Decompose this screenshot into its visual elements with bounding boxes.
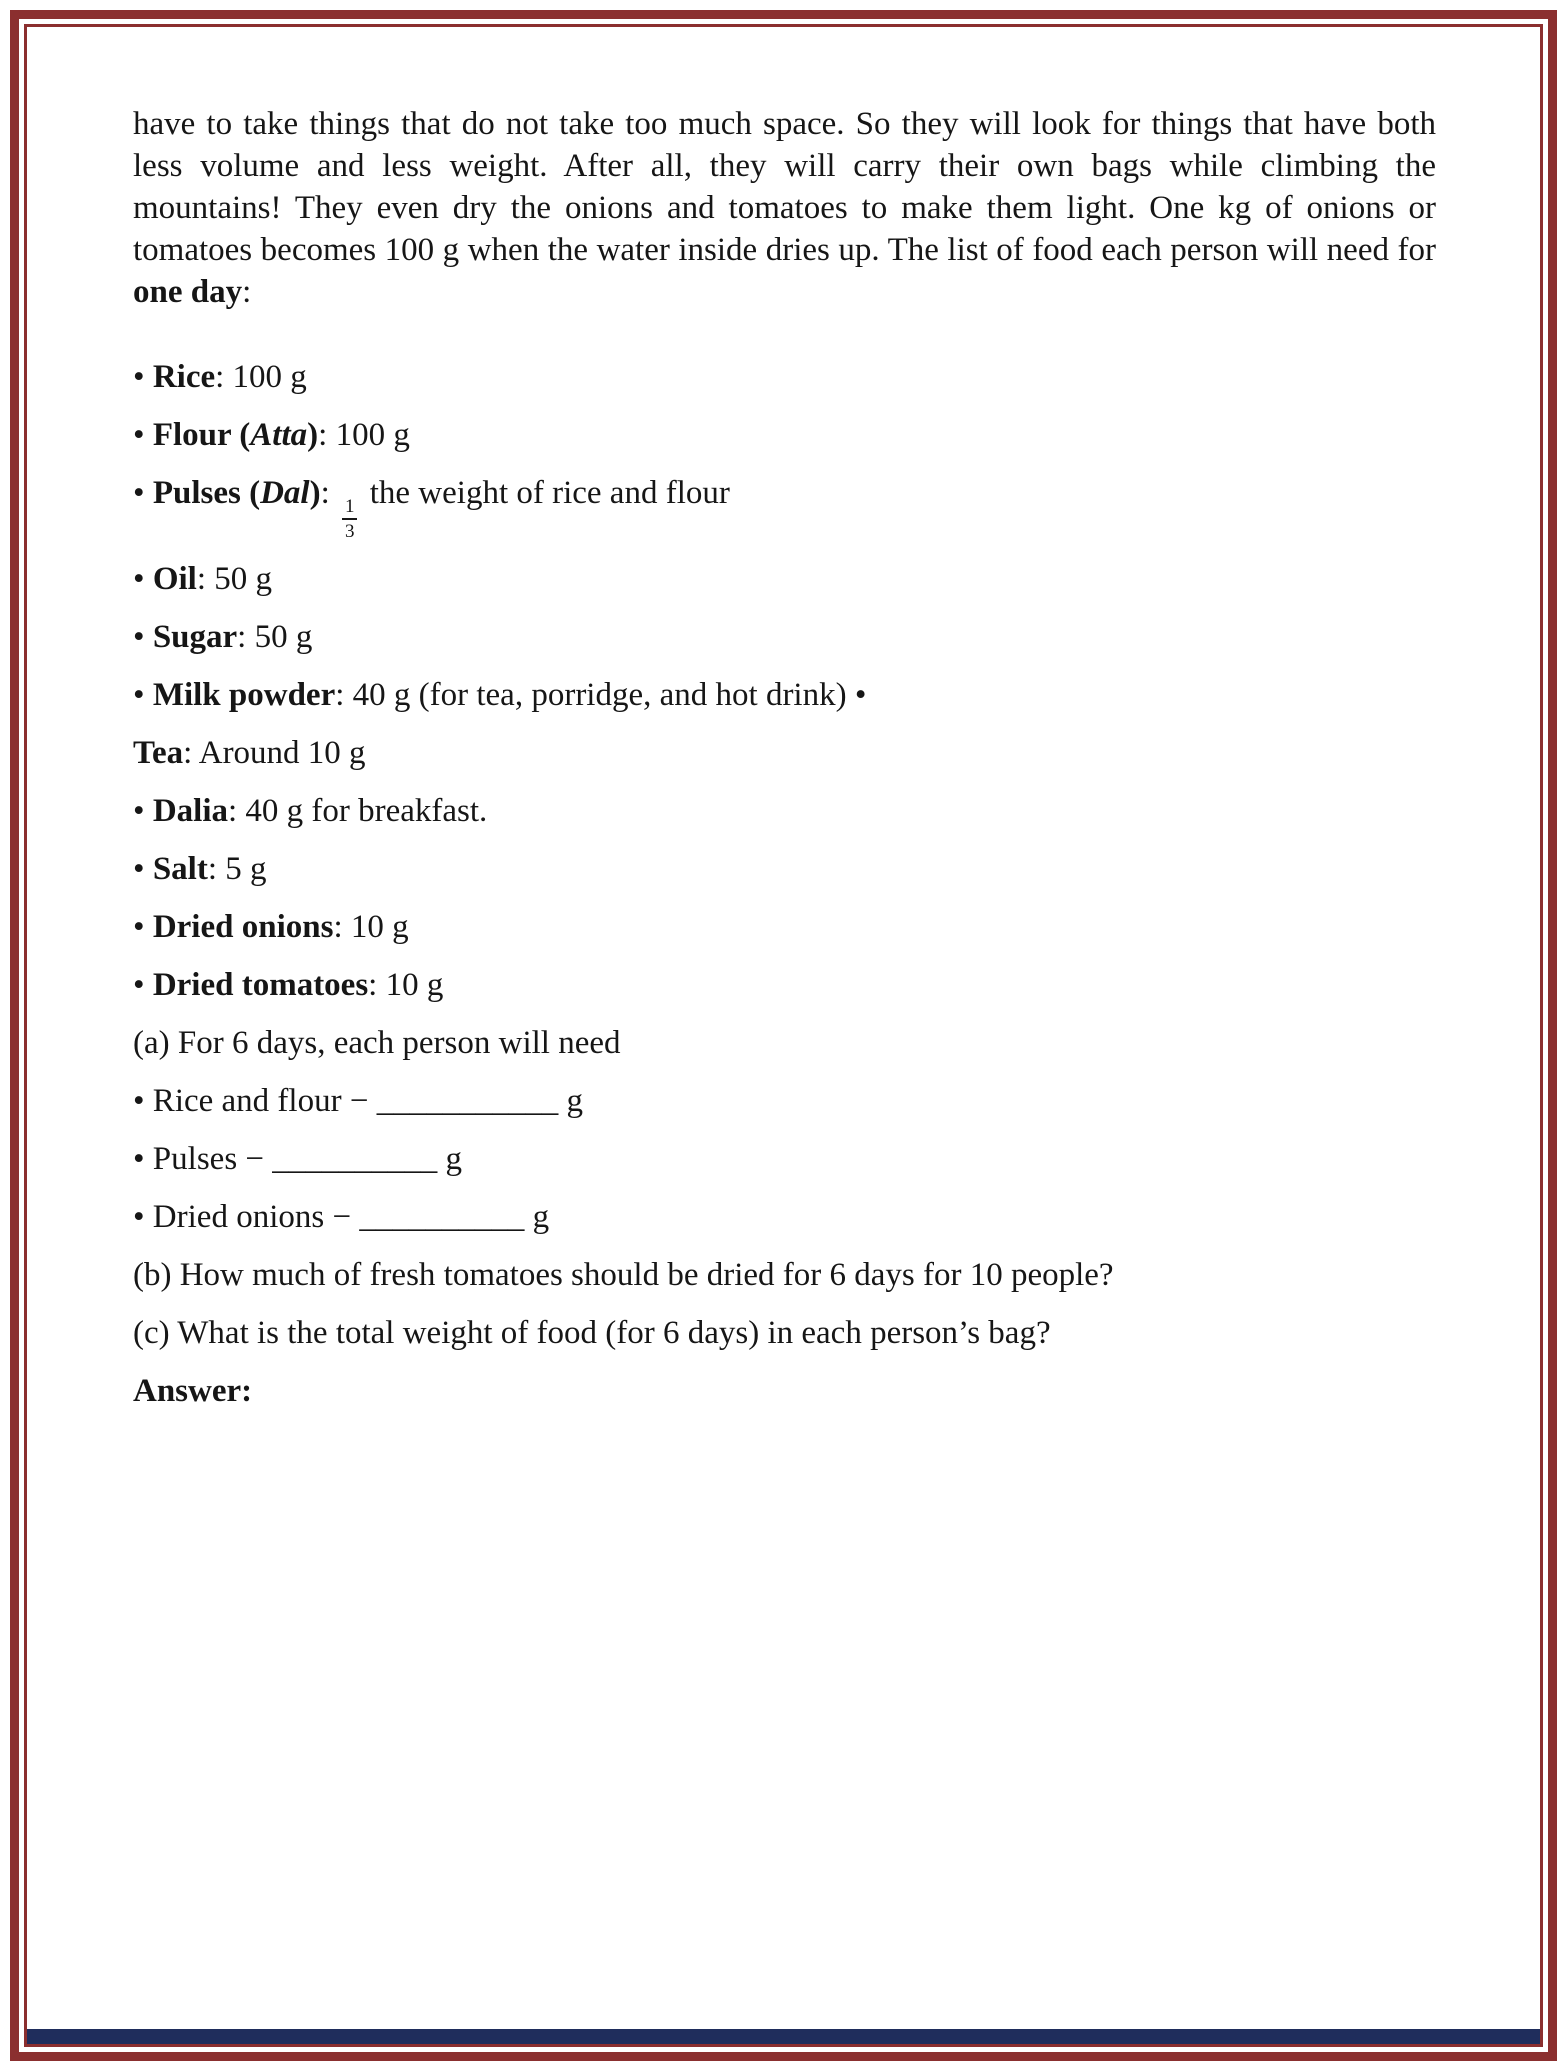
- food-item-flour: [133, 415, 1436, 456]
- question-a-heading: (a) For 6 days, each person will need: [133, 1025, 621, 1062]
- item-value: : 100 g: [215, 359, 307, 395]
- bullet-glyph: •: [133, 967, 153, 1004]
- intro-text: have to take things that do not take too much space. So they will look for things that have both less volume and less weight. After all, they will carry their own bags while climbing the mountains! They even dry the onions and tomatoes to make them light. One kg of onions or tomatoes becomes 100 g when the water inside dries up. The list of food each person will need for: [133, 106, 1436, 268]
- food-item-tea: [133, 733, 1436, 774]
- intro-suffix: :: [242, 274, 252, 310]
- item-label: Oil: [152, 561, 197, 598]
- item-label-italic: Dal: [260, 475, 310, 511]
- footer-bar: [27, 2029, 1540, 2044]
- blank-dried-onions: [133, 1197, 1436, 1238]
- blank-unit: g: [437, 1141, 463, 1178]
- blank-label: • Dried onions −: [133, 1199, 360, 1236]
- item-label: Rice: [152, 359, 216, 395]
- bullet-glyph: •: [133, 417, 153, 453]
- item-value: : 10 g: [368, 967, 444, 1004]
- blank-label: • Pulses −: [133, 1141, 273, 1178]
- fraction-numerator: 1: [342, 496, 358, 520]
- item-label: Sugar: [152, 619, 238, 656]
- food-item-dried-onions: [133, 907, 1436, 948]
- item-value: : 50 g: [196, 561, 272, 598]
- item-value: : 10 g: [333, 909, 409, 946]
- item-value: : 5 g: [207, 851, 267, 888]
- blank-unit: g: [558, 1083, 583, 1120]
- food-item-milk-powder: [133, 675, 1436, 716]
- inner-border-frame: [24, 24, 1543, 2047]
- page-content: [27, 27, 1540, 2044]
- item-value: : 100 g: [318, 417, 410, 453]
- blank-unit: g: [524, 1199, 550, 1236]
- item-label: Dalia: [152, 793, 228, 830]
- question-b: (b) How much of fresh tomatoes should be dried for 6 days for 10 people?: [133, 1257, 1114, 1294]
- item-label: Dried onions: [152, 909, 334, 946]
- food-item-sugar: [133, 617, 1436, 658]
- intro-bold-one-day: one day: [133, 274, 243, 310]
- bullet-glyph: •: [133, 475, 153, 511]
- item-label: Milk powder: [152, 677, 336, 714]
- food-item-rice: [133, 357, 1436, 398]
- item-value: : 50 g: [237, 619, 313, 656]
- bullet-glyph: •: [133, 677, 153, 714]
- blank-pulses: [133, 1139, 1436, 1180]
- fraction-denominator: 3: [344, 520, 355, 542]
- fill-in-blank: ___________: [376, 1083, 559, 1120]
- item-label-close: ): [309, 475, 321, 511]
- food-item-pulses: [133, 473, 1436, 542]
- fill-in-blank: __________: [272, 1141, 438, 1178]
- item-value-pre: :: [320, 475, 338, 511]
- item-value: : 40 g for breakfast.: [227, 793, 488, 830]
- bullet-glyph: •: [133, 619, 153, 656]
- fraction-one-third: [342, 496, 358, 543]
- item-value: the weight of rice and flour: [361, 475, 730, 511]
- food-item-salt: [133, 849, 1436, 890]
- item-label-italic: Atta: [250, 417, 308, 453]
- food-item-dalia: [133, 791, 1436, 832]
- bullet-glyph: •: [133, 793, 153, 830]
- food-item-dried-tomatoes: [133, 965, 1436, 1006]
- blank-rice-and-flour: [133, 1081, 1436, 1122]
- fill-in-blank: __________: [359, 1199, 525, 1236]
- item-value: : 40 g (for tea, porridge, and hot drink) •: [335, 677, 867, 714]
- bullet-glyph: •: [133, 851, 153, 888]
- outer-border-frame: [10, 10, 1557, 2061]
- question-c: (c) What is the total weight of food (for 6 days) in each person’s bag?: [133, 1315, 1051, 1352]
- item-label: Tea: [133, 735, 184, 772]
- bullet-glyph: •: [133, 359, 153, 395]
- item-label-close: ): [307, 417, 319, 453]
- blank-label: • Rice and flour −: [133, 1083, 377, 1120]
- answer-label: Answer:: [133, 1373, 253, 1410]
- food-item-oil: [133, 559, 1436, 600]
- item-label: Flour (: [152, 417, 251, 453]
- bullet-glyph: •: [133, 561, 153, 598]
- intro-paragraph: [133, 103, 1436, 313]
- bullet-glyph: •: [133, 909, 153, 946]
- item-label: Pulses (: [152, 475, 261, 511]
- item-value: : Around 10 g: [183, 735, 366, 772]
- item-label: Dried tomatoes: [152, 967, 369, 1004]
- item-label: Salt: [152, 851, 208, 888]
